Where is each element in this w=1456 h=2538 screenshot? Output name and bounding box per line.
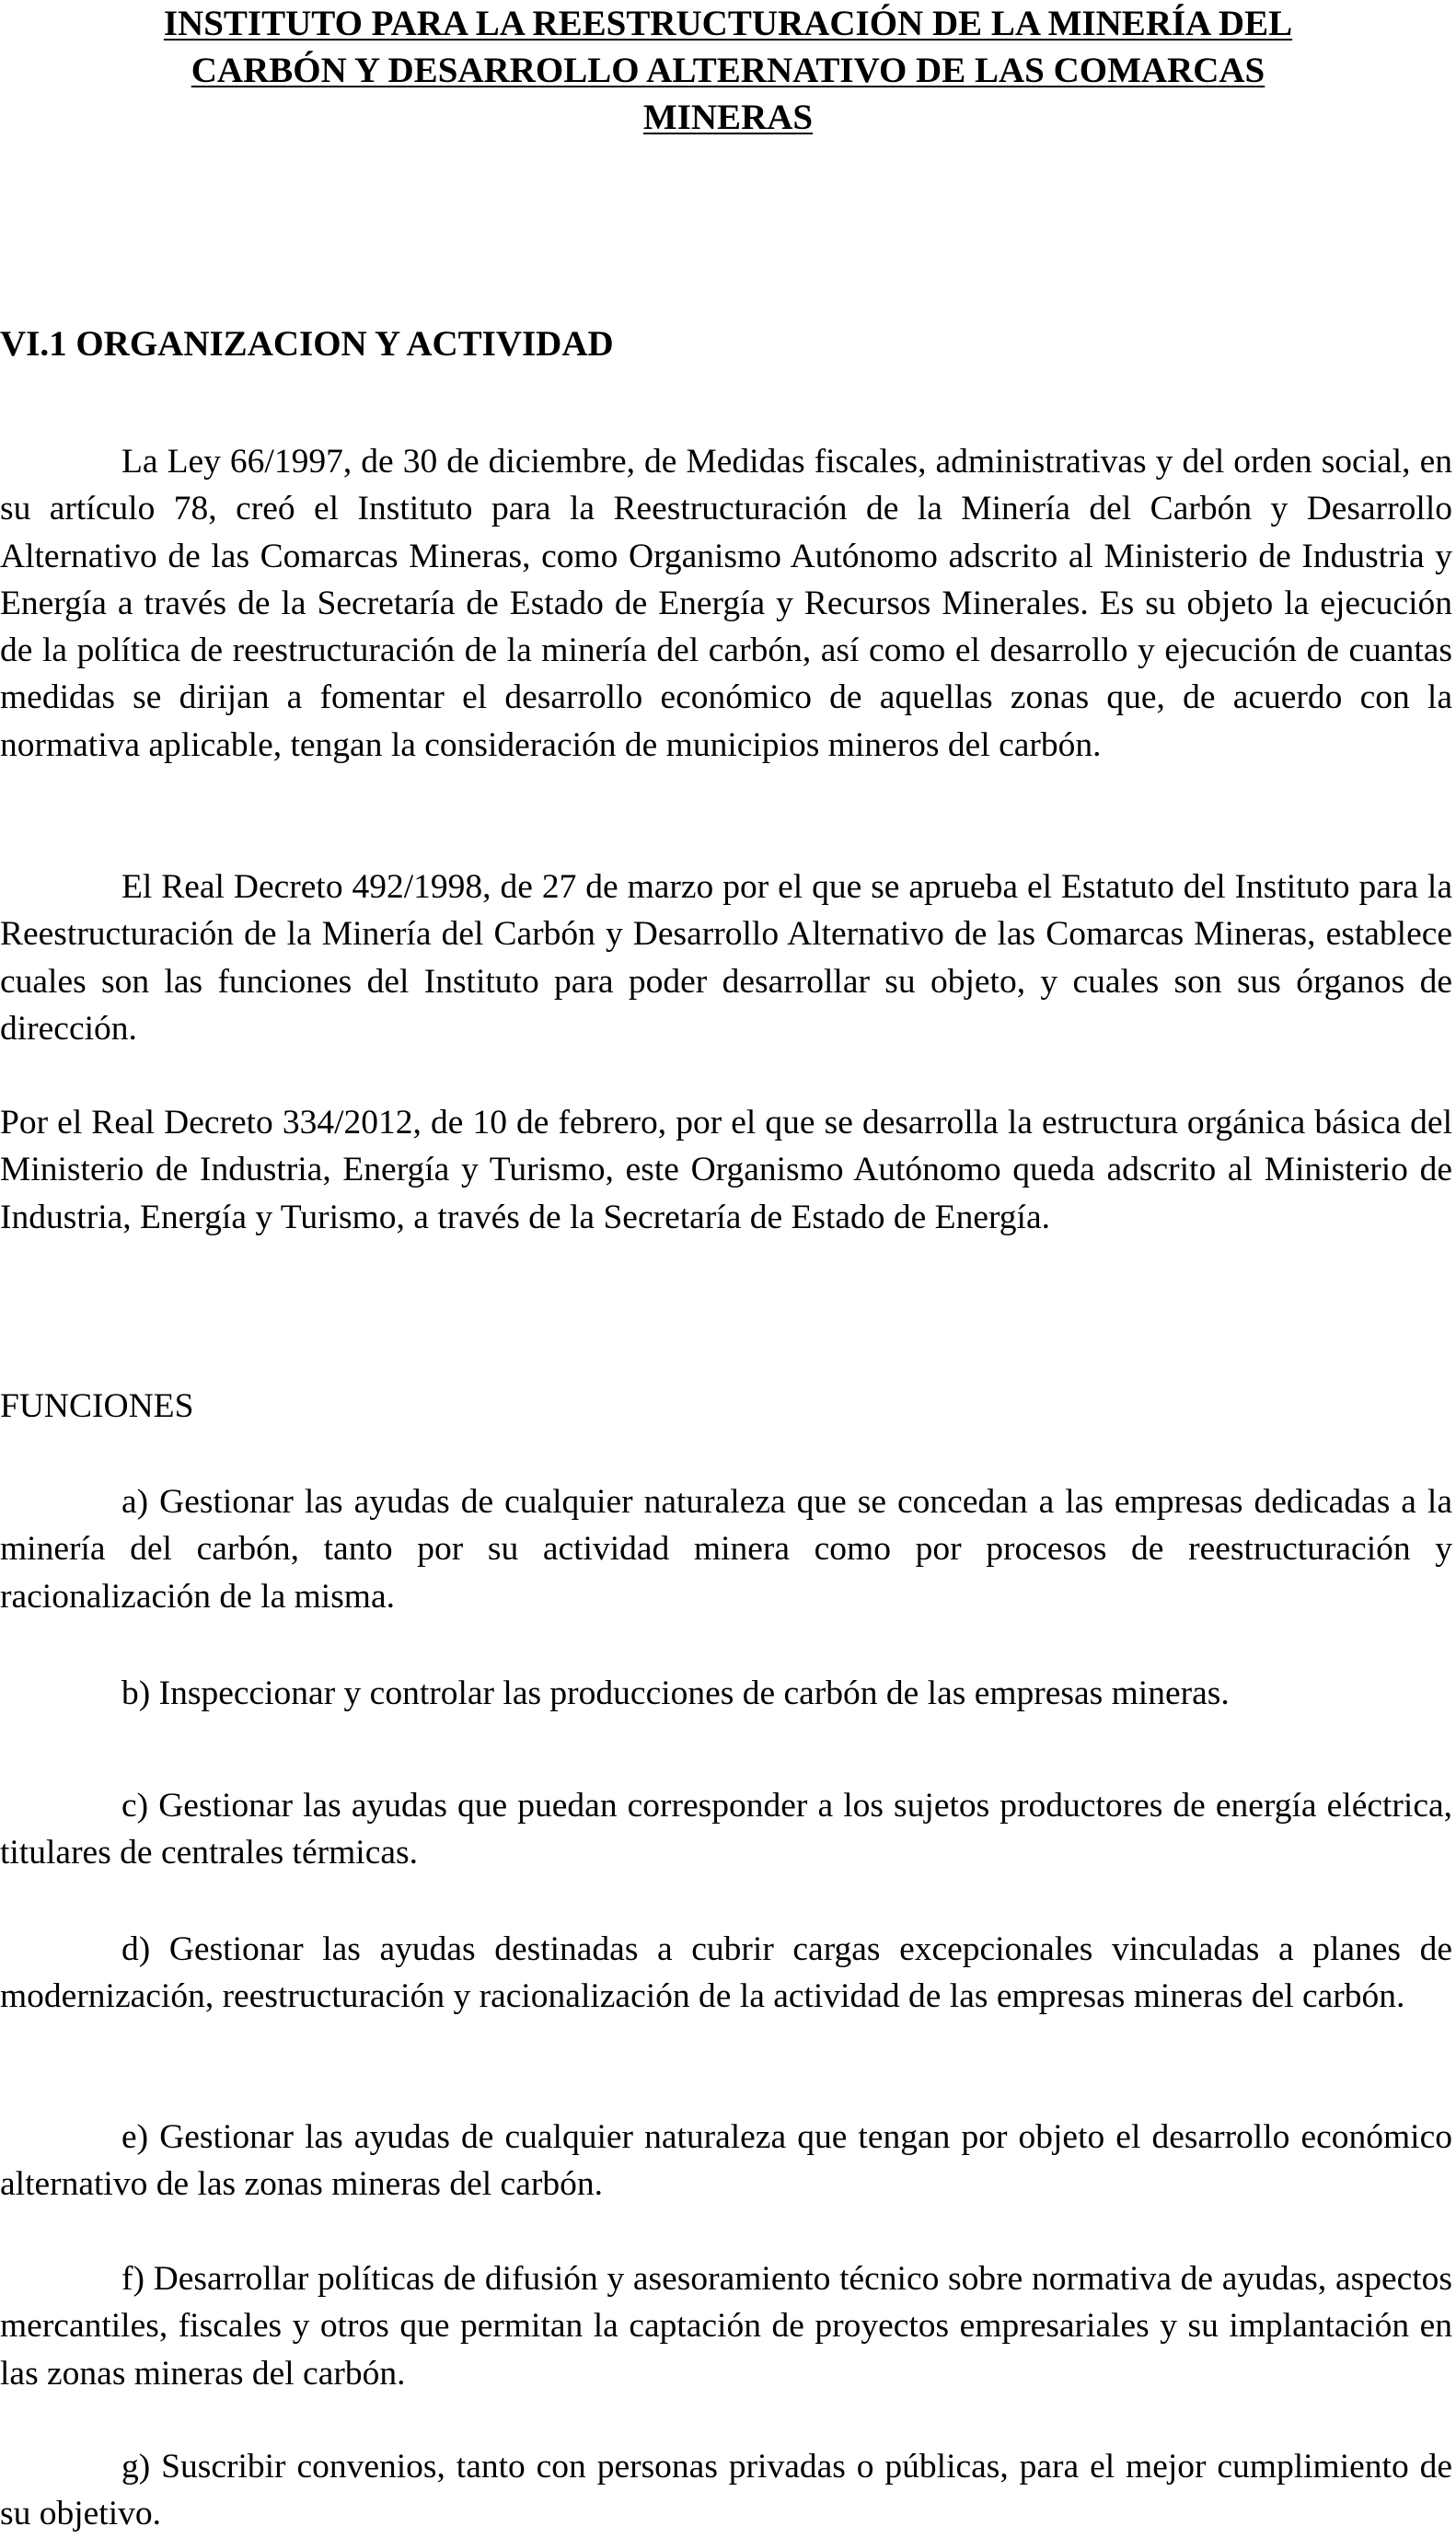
document-title-line-3: MINERAS (642, 98, 814, 137)
document-title-line-1: INSTITUTO PARA LA REESTRUCTURACIÓN DE LA MINERÍA DEL (163, 4, 1293, 43)
function-item-e: e) Gestionar las ayudas de cualquier naturaleza que tengan por objeto el desarrollo económico alternativo de las zonas mineras del carbón. (0, 2118, 1452, 2204)
function-item-b: b) Inspeccionar y controlar las producciones de carbón de las empresas mineras. (121, 1675, 1230, 1712)
paragraph-ley-66-1997: La Ley 66/1997, de 30 de diciembre, de Medidas fiscales, administrativas y del orden social, en su artículo 78, creó el Instituto para la Reestructuración de la Minería del Carbón y Desarrollo Alternativo de las Comarcas Mineras, como Organismo Autónomo adscrito al Ministerio de Industria y Energía a través de la Secretaría de Estado de Energía y Recursos Minerales. Es su objeto la ejecución de la política de reestructuración de la minería del carbón, así como el desarrollo y ejecución de cuantas medidas se dirijan a fomentar el desarrollo económico de aquellas zonas que, de acuerdo con la normativa aplicable, tengan la consideración de municipios mineros del carbón. (0, 443, 1452, 764)
function-item-a: a) Gestionar las ayudas de cualquier naturaleza que se concedan a las empresas dedicadas a la minería del carbón, tanto por su actividad minera como por procesos de reestructuración y racionalización de la misma. (0, 1483, 1452, 1616)
paragraph-real-decreto-492-1998: El Real Decreto 492/1998, de 27 de marzo por el que se aprueba el Estatuto del Instituto para la Reestructuración de la Minería del Carbón y Desarrollo Alternativo de las Comarcas Mineras, establece cuales son las funciones del Instituto para poder desarrollar su objeto, y cuales son sus órganos de dirección. (0, 868, 1452, 1048)
functions-heading: FUNCIONES (0, 1387, 194, 1425)
function-item-d: d) Gestionar las ayudas destinadas a cubrir cargas excepcionales vinculadas a planes de modernización, reestructuración y racionalización de la actividad de las empresas mineras del carbón. (0, 1930, 1452, 2016)
function-item-f: f) Desarrollar políticas de difusión y asesoramiento técnico sobre normativa de ayudas, aspectos mercantiles, fiscales y otros que permitan la captación de proyectos empresariales y su implantación en las zonas mineras del carbón. (0, 2260, 1452, 2393)
function-item-c: c) Gestionar las ayudas que puedan corresponder a los sujetos productores de energía eléctrica, titulares de centrales térmicas. (0, 1787, 1452, 1872)
function-item-g: g) Suscribir convenios, tanto con personas privadas o públicas, para el mejor cumplimiento de su objetivo. (0, 2448, 1452, 2533)
document-title (0, 0, 1456, 141)
document-title-line-2: CARBÓN Y DESARROLLO ALTERNATIVO DE LAS COMARCAS (191, 51, 1265, 90)
paragraph-real-decreto-334-2012: Por el Real Decreto 334/2012, de 10 de febrero, por el que se desarrolla la estructura orgánica básica del Ministerio de Industria, Energía y Turismo, este Organismo Autónomo queda adscrito al Ministerio de Industria, Energía y Turismo, a través de la Secretaría de Estado de Energía. (0, 1104, 1452, 1236)
section-heading: VI.1 ORGANIZACION Y ACTIVIDAD (0, 324, 614, 364)
